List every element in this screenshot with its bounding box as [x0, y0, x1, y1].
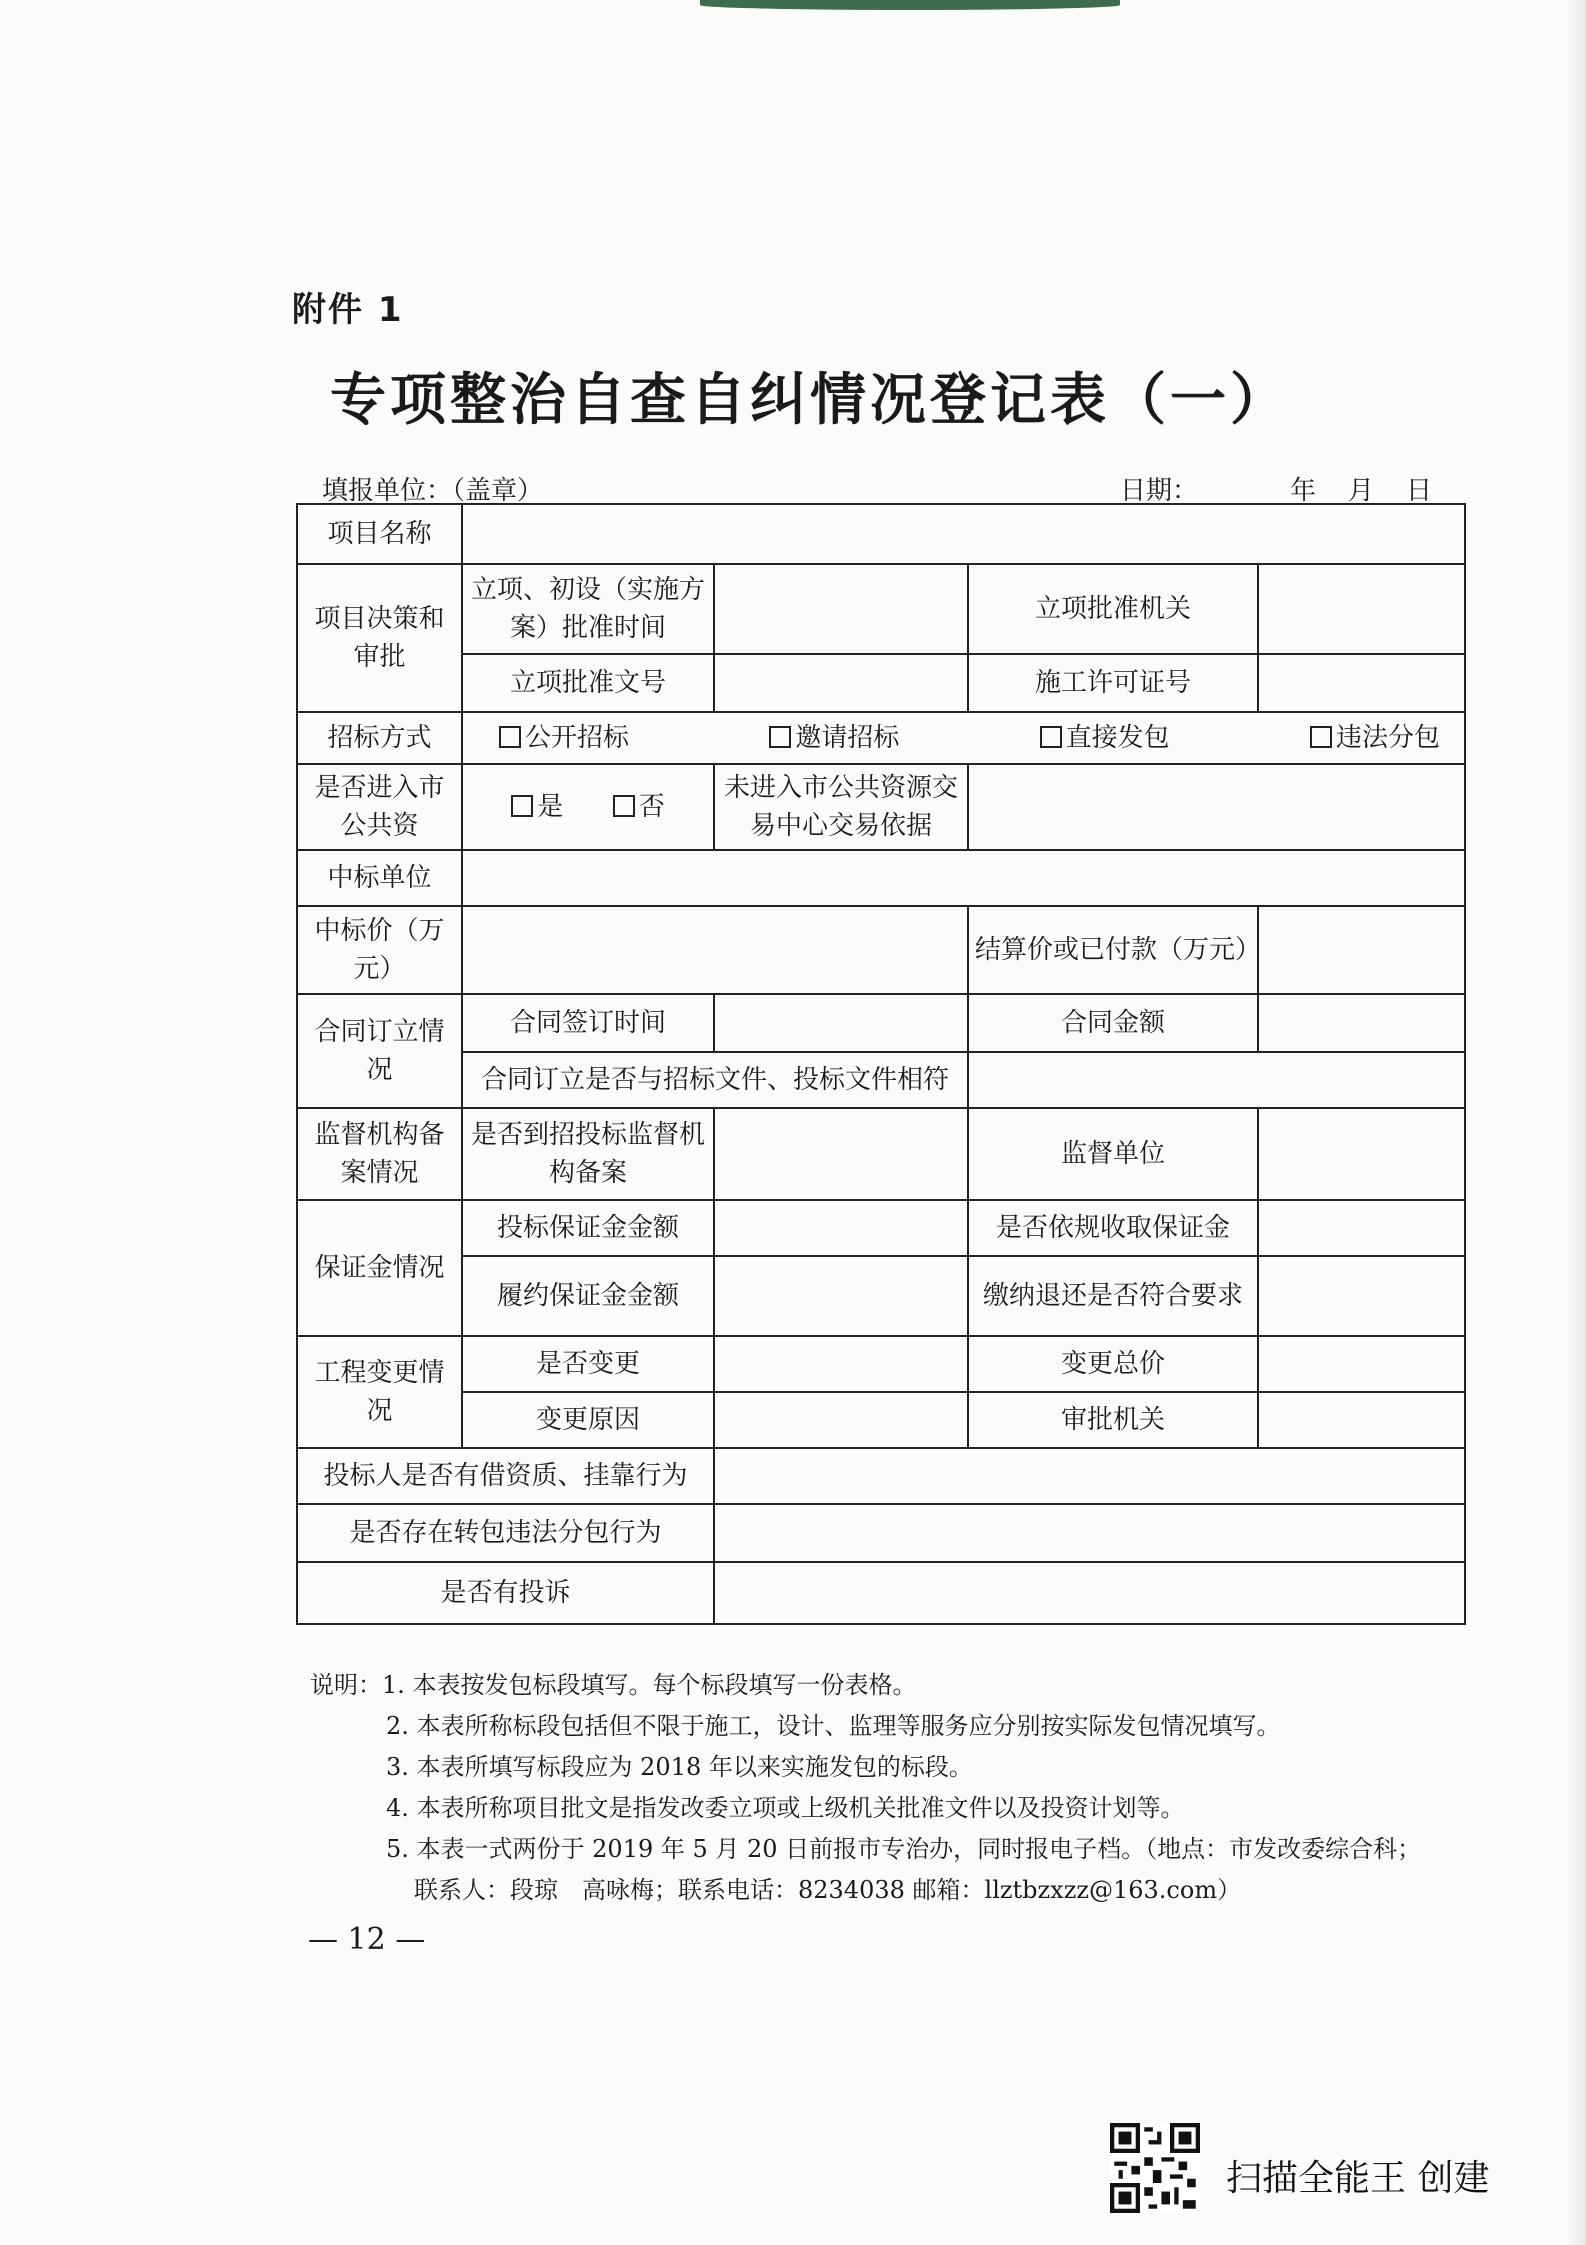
option-yes[interactable]: 是 [511, 792, 563, 822]
subcontract-field[interactable] [714, 1504, 1465, 1562]
change-status-label: 工程变更情况 [297, 1336, 462, 1448]
page-edge-shadow [1564, 0, 1586, 2245]
enter-center-label: 是否进入市公共资 [297, 764, 462, 850]
bidding-method-label: 招标方式 [297, 712, 462, 764]
form-title: 专项整治自查自纠情况登记表（一） [330, 367, 1290, 433]
complaint-field[interactable] [714, 1562, 1465, 1624]
option-invite-bidding[interactable]: 邀请招标 [769, 719, 899, 757]
registration-table [296, 503, 1466, 1625]
watermark-text: 扫描全能王 创建 [1226, 2158, 1490, 2199]
change-total-field[interactable] [1258, 1336, 1465, 1392]
option-open-bidding[interactable]: 公开招标 [499, 719, 629, 757]
supervision-unit-label: 监督单位 [968, 1108, 1258, 1200]
enter-center-options [462, 764, 714, 850]
deposit-status-label: 保证金情况 [297, 1200, 462, 1336]
winning-price-label: 中标价（万元） [297, 906, 462, 994]
note-2: 2. 本表所称标段包括但不限于施工，设计、监理等服务应分别按实际发包情况填写。 [386, 1712, 1281, 1740]
contract-match-label: 合同订立是否与招标文件、投标文件相符 [462, 1052, 968, 1108]
change-reason-field[interactable] [714, 1392, 968, 1448]
filling-unit-label: 填报单位：（盖章） [322, 476, 544, 506]
settlement-field[interactable] [1258, 906, 1465, 994]
not-enter-basis-field[interactable] [968, 764, 1465, 850]
borrow-qual-field[interactable] [714, 1448, 1465, 1504]
approve-authority-label: 审批机关 [968, 1392, 1258, 1448]
change-total-label: 变更总价 [968, 1336, 1258, 1392]
checkbox-icon[interactable] [1040, 726, 1062, 748]
checkbox-icon[interactable] [769, 726, 791, 748]
option-direct-contract[interactable]: 直接发包 [1040, 719, 1170, 757]
option-illegal-subcontract[interactable]: 违法分包 [1310, 719, 1440, 757]
contract-time-field[interactable] [714, 994, 968, 1052]
complaint-label: 是否有投诉 [297, 1562, 714, 1624]
qr-code-icon [1110, 2123, 1200, 2213]
winning-price-field[interactable] [462, 906, 968, 994]
permit-no-label: 施工许可证号 [968, 654, 1258, 712]
checkbox-icon[interactable] [1310, 726, 1332, 748]
approval-authority-label: 立项批准机关 [968, 564, 1258, 654]
approval-doc-no-field[interactable] [714, 654, 968, 712]
checkbox-icon[interactable] [613, 795, 635, 817]
date-label: 日期： [1120, 476, 1199, 506]
borrow-qual-label: 投标人是否有借资质、挂靠行为 [297, 1448, 714, 1504]
changed-field[interactable] [714, 1336, 968, 1392]
deposit-legal-label: 是否依规收取保证金 [968, 1200, 1258, 1256]
note-1: 说明：1. 本表按发包标段填写。每个标段填写一份表格。 [310, 1671, 917, 1699]
approve-authority-field[interactable] [1258, 1392, 1465, 1448]
supervision-filed-label: 是否到招投标监督机构备案 [462, 1108, 714, 1200]
note-4: 4. 本表所称项目批文是指发改委立项或上级机关批准文件以及投资计划等。 [386, 1794, 1185, 1822]
note-5-contact: 联系人：段琼 高咏梅；联系电话：8234038 邮箱：llztbzxzz@163.com） [414, 1876, 1242, 1904]
approval-time-field[interactable] [714, 564, 968, 654]
changed-label: 是否变更 [462, 1336, 714, 1392]
supervision-unit-field[interactable] [1258, 1108, 1465, 1200]
deposit-legal-field[interactable] [1258, 1200, 1465, 1256]
permit-no-field[interactable] [1258, 654, 1465, 712]
bid-deposit-label: 投标保证金金额 [462, 1200, 714, 1256]
decision-label: 项目决策和审批 [297, 564, 462, 712]
bidding-method-options [462, 712, 1465, 764]
bid-deposit-field[interactable] [714, 1200, 968, 1256]
perf-deposit-field[interactable] [714, 1256, 968, 1336]
contract-time-label: 合同签订时间 [462, 994, 714, 1052]
winning-unit-field[interactable] [462, 850, 1465, 906]
supervision-status-label: 监督机构备案情况 [297, 1108, 462, 1200]
date-ymd: 年月日 [1290, 476, 1465, 506]
approval-authority-field[interactable] [1258, 564, 1465, 654]
perf-deposit-label: 履约保证金金额 [462, 1256, 714, 1336]
contract-status-label: 合同订立情况 [297, 994, 462, 1108]
approval-doc-no-label: 立项批准文号 [462, 654, 714, 712]
page-number: — 12 — [308, 1922, 426, 1957]
approval-time-label: 立项、初设（实施方案）批准时间 [462, 564, 714, 654]
project-name-label: 项目名称 [297, 504, 462, 564]
project-name-field[interactable] [462, 504, 1465, 564]
contract-amount-field[interactable] [1258, 994, 1465, 1052]
change-reason-label: 变更原因 [462, 1392, 714, 1448]
refund-ok-field[interactable] [1258, 1256, 1465, 1336]
attachment-label: 附件 1 [292, 290, 404, 330]
not-enter-basis-label: 未进入市公共资源交易中心交易依据 [714, 764, 968, 850]
option-no[interactable]: 否 [613, 792, 665, 822]
settlement-label: 结算价或已付款（万元） [968, 906, 1258, 994]
contract-amount-label: 合同金额 [968, 994, 1258, 1052]
checkbox-icon[interactable] [499, 726, 521, 748]
notes-section [310, 1665, 1421, 1911]
supervision-filed-field[interactable] [714, 1108, 968, 1200]
top-edge-decoration [700, 0, 1120, 10]
checkbox-icon[interactable] [511, 795, 533, 817]
refund-ok-label: 缴纳退还是否符合要求 [968, 1256, 1258, 1336]
contract-match-field[interactable] [968, 1052, 1465, 1108]
subcontract-label: 是否存在转包违法分包行为 [297, 1504, 714, 1562]
note-5: 5. 本表一式两份于 2019 年 5 月 20 日前报市专治办，同时报电子档。（地点：市发改委综合科； [386, 1835, 1422, 1863]
winning-unit-label: 中标单位 [297, 850, 462, 906]
note-3: 3. 本表所填写标段应为 2018 年以来实施发包的标段。 [386, 1753, 973, 1781]
